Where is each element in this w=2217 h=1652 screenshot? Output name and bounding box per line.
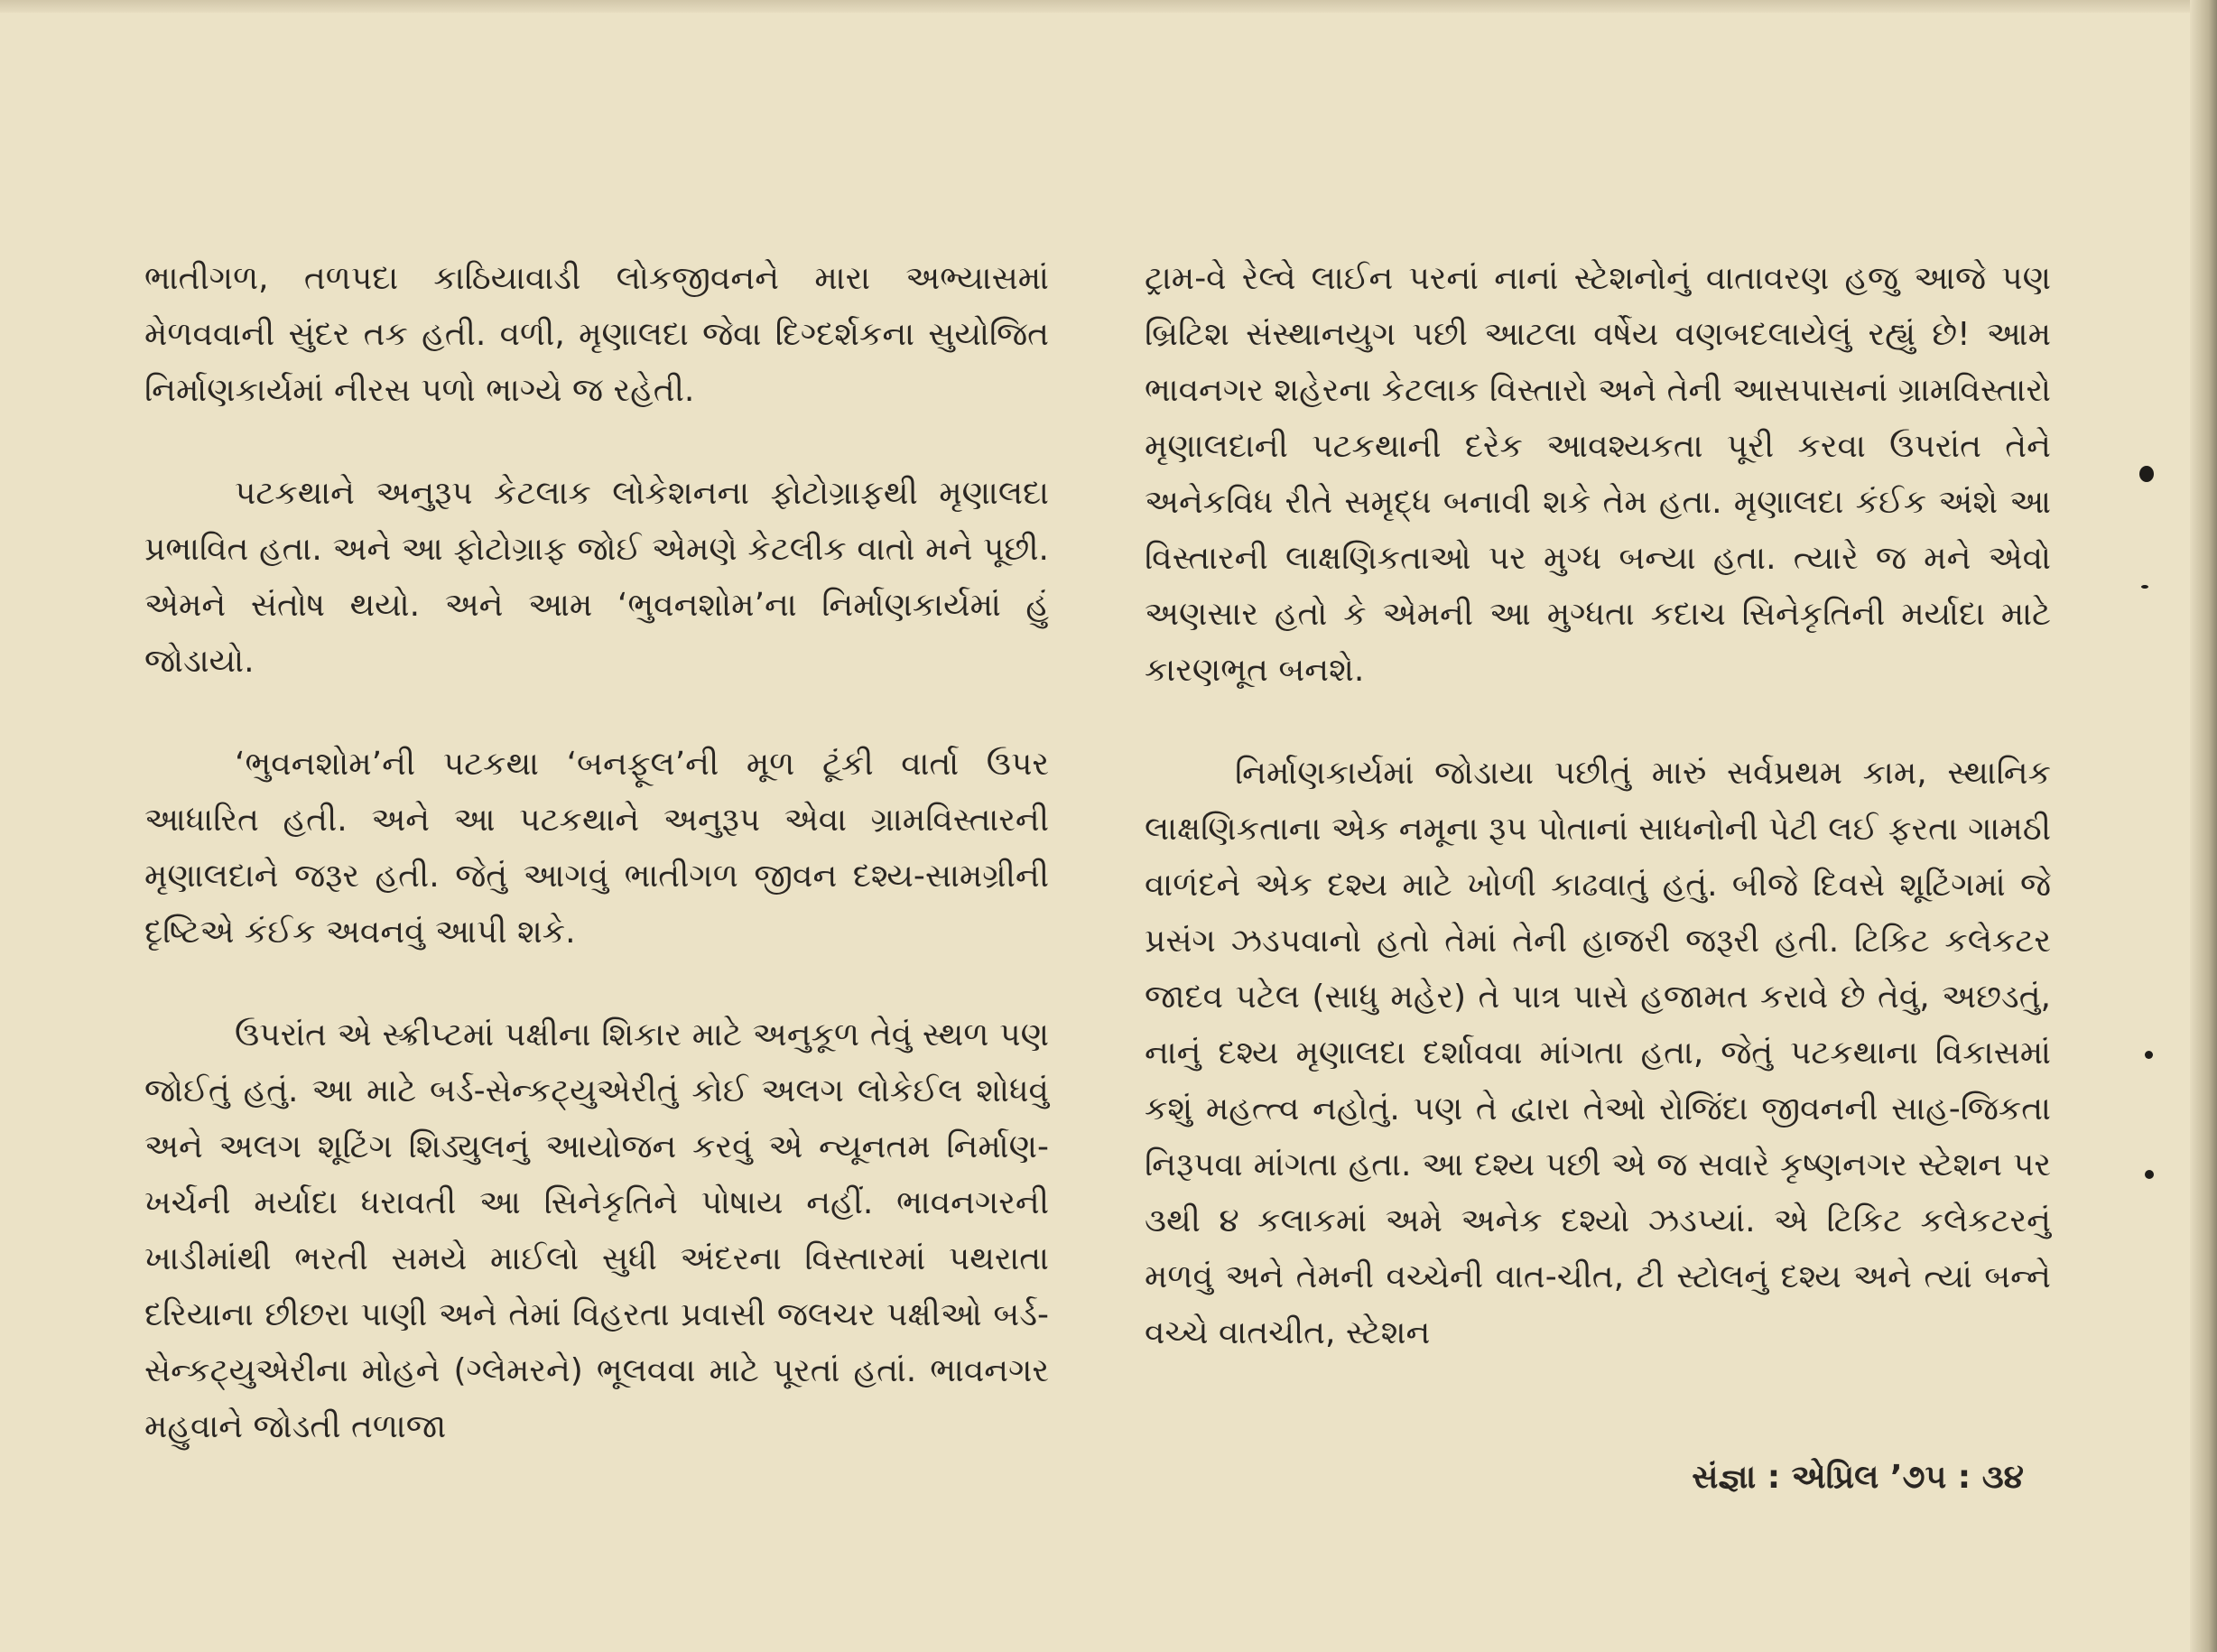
- paragraph: ઉપરાંત એ સ્ક્રીપ્ટમાં પક્ષીના શિકાર માટે અનુકૂળ તેવું સ્થળ પણ જોઈતું હતું. આ માટે બર્ડ-સેન્કટ્યુએરીતું કોઈ અલગ લોકેઈલ શોધવું અને અલગ શૂટિંગ શિડ્યુલનું આયોજન કરવું એ ન્યૂનતમ નિર્માણ-ખર્ચની મર્યાદા ધરાવતી આ સિનેકૃતિને પોષાય નહીં. ભાવનગરની ખાડીમાંથી ભરતી સમયે માઈલો સુધી અંદરના વિસ્તારમાં પથરાતા દરિયાના છીછરા પાણી અને તેમાં વિહરતા પ્રવાસી જલચર પક્ષીઓ બર્ડ-સેન્કટ્યુએરીના મોહને (ગ્લેમરને) ભૂલવવા માટે પૂરતાં હતાં. ભાવનગર મહુવાને જોડતી તળાજા: [144, 1016, 1049, 1445]
- page-footer: સંજ્ઞા : એપ્રિલ ’૭૫ : ૩૪: [1692, 1459, 2024, 1496]
- paragraph: ટ્રામ-વે રેલ્વે લાઈન પરનાં નાનાં સ્ટેશનોનું વાતાવરણ હજુ આજે પણ બ્રિટિશ સંસ્થાનયુગ પછી આટલા વર્ષેય વણબદલાયેલું રહ્યું છે! આમ ભાવનગર શહેરના કેટલાક વિસ્તારો અને તેની આસપાસનાં ગ્રામવિસ્તારો મૃણાલદાની પટકથાની દરેક આવશ્યકતા પૂરી કરવા ઉપરાંત તેને અનેકવિધ રીતે સમૃદ્ધ બનાવી શકે તેમ હતા. મૃણાલદા કંઈક અંશે આ વિસ્તારની લાક્ષણિકતાઓ પર મુગ્ધ બન્યા હતા. ત્યારે જ મને એવો અણસાર હતો કે એમની આ મુગ્ધતા કદાચ સિનેકૃતિની મર્યાદા માટે કારણભૂત બનશે.: [1145, 260, 2051, 689]
- paragraph: નિર્માણકાર્યમાં જોડાયા પછીતું મારું સર્વપ્રથમ કામ, સ્થાનિક લાક્ષણિકતાના એક નમૂના રૂપ પોતાનાં સાધનોની પેટી લઈ ફરતા ગામઠી વાળંદને એક દશ્ય માટે ખોળી કાઢવાતું હતું. બીજે દિવસે શૂટિંગમાં જે પ્રસંગ ઝડપવાનો હતો તેમાં તેની હાજરી જરૂરી હતી. ટિકિટ કલેકટર જાદવ પટેલ (સાધુ મહેર) તે પાત્ર પાસે હજામત કરાવે છે તેવું, અછડતું, નાનું દશ્ય મૃણાલદા દર્શાવવા માંગતા હતા, જેતું પટકથાના વિકાસમાં કશું મહત્ત્વ નહોતું. પણ તે દ્વારા તેઓ રોજિંદા જીવનની સાહ-જિકતા નિરૂપવા માંગતા હતા. આ દશ્ય પછી એ જ સવારે કૃષ્ણનગર સ્ટેશન પર ૩થી ૪ કલાકમાં અમે અનેક દશ્યો ઝડપ્યાં. એ ટિકિટ કલેકટરનું મળવું અને તેમની વચ્ચેની વાત-ચીત, ટી સ્ટોલનું દશ્ય અને ત્યાં બન્ને વચ્ચે વાતચીત, સ્ટેશન: [1145, 755, 2051, 1351]
- paragraph: ‘ભુવનશોમ’ની પટકથા ‘બનફૂલ’ની મૂળ ટૂંકી વાર્તા ઉપર આધારિત હતી. અને આ પટકથાને અનુરૂપ એવા ગ્રામવિસ્તારની મૃણાલદાને જરૂર હતી. જેતું આગવું ભાતીગળ જીવન દશ્ય-સામગ્રીની દૃષ્ટિએ કંઈક અવનવું આપી શકે.: [144, 746, 1049, 951]
- ink-speck: [2139, 466, 2154, 482]
- ink-speck: [2145, 1051, 2153, 1059]
- paragraph: પટકથાને અનુરૂપ કેટલાક લોકેશનના ફોટોગ્રાફથી મૃણાલદા પ્રભાવિત હતા. અને આ ફોટોગ્રાફ જોઈ એમણે કેટલીક વાતો મને પૂછી. એમને સંતોષ થયો. અને આમ ‘ભુવનશોમ’ના નિર્માણકાર્યમાં હું જોડાયો.: [144, 475, 1049, 680]
- paragraph: ભાતીગળ, તળપદા કાઠિયાવાડી લોકજીવનને મારા અભ્યાસમાં મેળવવાની સુંદર તક હતી. વળી, મૃણાલદા જેવા દિગ્દર્શકના સુયોજિત નિર્માણકાર્યમાં નીરસ પળો ભાગ્યે જ રહેતી.: [144, 260, 1049, 409]
- scan-right-edge: [2190, 0, 2217, 1652]
- left-text-column: [144, 251, 1049, 1502]
- ink-speck: [2145, 1170, 2154, 1179]
- right-text-column: [1145, 251, 2051, 1408]
- scan-top-shadow: [0, 0, 2217, 13]
- ink-speck: [2141, 585, 2148, 589]
